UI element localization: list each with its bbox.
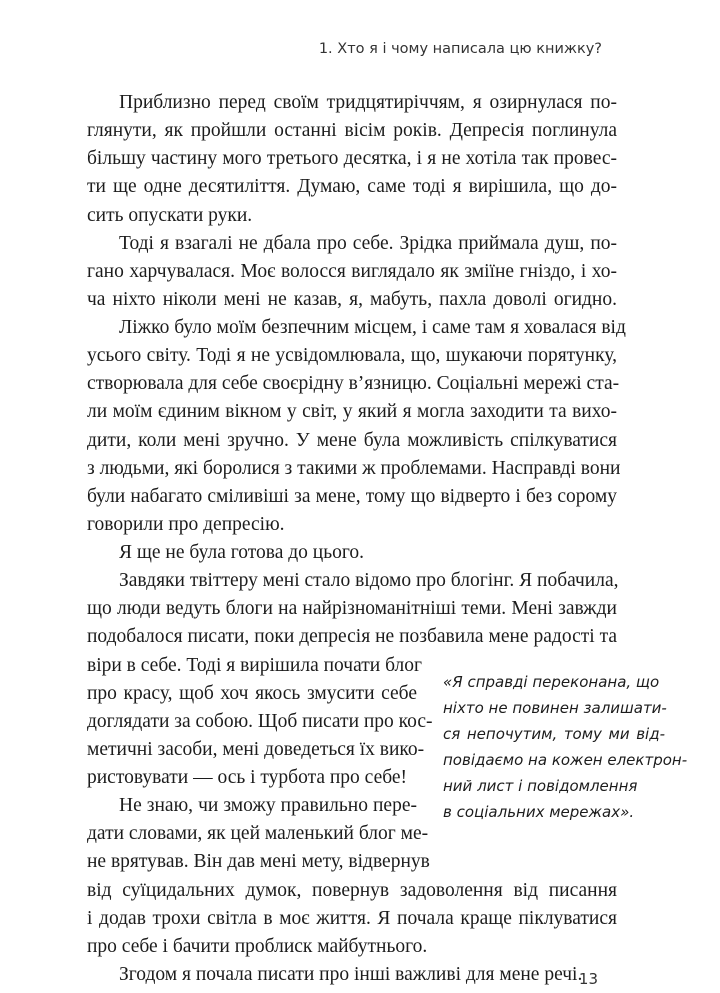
pull-quote-line: ся непочутим, тому ми від- <box>443 724 665 743</box>
text-line: говорили про депресію. <box>87 513 285 535</box>
text-line: Не знаю, чи зможу правильно пере- <box>119 795 417 817</box>
running-head: 1. Хто я і чому написала цю книжку? <box>318 41 602 57</box>
pull-quote-line: ний лист і повідомлення <box>443 776 638 795</box>
text-line: дати словами, як цей маленький блог ме- <box>87 823 429 845</box>
pull-quote-line: повідаємо на кожен електрон- <box>443 750 688 769</box>
text-line: дити, коли мені зручно. У мене була можливість спілкуватися <box>87 429 617 451</box>
text-line: Я ще не була готова до цього. <box>119 542 364 564</box>
text-line: про себе і бачити проблиск майбутнього. <box>87 935 428 957</box>
text-line: глянути, як пройшли останні вісім років. Депресія поглинула <box>87 120 617 142</box>
text-line: Згодом я почала писати про інші важливі для мене речі. <box>119 964 583 985</box>
pull-quote-line: «Я справді переконана, що <box>443 672 660 691</box>
text-line: і додав трохи світла в моє життя. Я почала краще піклуватися <box>87 907 617 929</box>
text-line: ристовувати — ось і турбота про себе! <box>87 767 408 789</box>
text-line: що люди ведуть блоги на найрізноманітніші теми. Мені завжди <box>87 598 617 620</box>
page-number: 13 <box>578 970 598 988</box>
text-line: віри в себе. Тоді я вирішила почати блог <box>87 654 422 676</box>
pull-quote-line: ніхто не повинен залишати- <box>443 698 667 717</box>
pull-quote-line: в соціальних мережах». <box>443 802 635 821</box>
text-line: Тоді я взагалі не дбала про себе. Зрідка приймала душ, по- <box>119 232 617 254</box>
text-line: про красу, щоб хоч якось змусити себе <box>87 682 417 704</box>
text-line: метичні засоби, мені доведеться їх вико- <box>87 738 425 760</box>
text-line: не врятував. Він дав мені мету, відвернув <box>87 851 430 873</box>
text-line: більшу частину мого третього десятка, і я не хотіла так провес- <box>87 148 617 170</box>
text-line: ча ніхто ніколи мені не казав, я, мабуть, пахла доволі огидно. <box>87 288 617 310</box>
text-line: доглядати за собою. Щоб писати про кос- <box>87 710 433 732</box>
text-line: усього світу. Тоді я не усвідомлювала, що, шукаючи порятунку, <box>87 345 617 367</box>
text-line: Завдяки твіттеру мені стало відомо про блогінг. Я побачила, <box>119 570 619 592</box>
text-line: Ліжко було моїм безпечним місцем, і саме там я ховалася від <box>119 317 626 339</box>
text-line: гано харчувалася. Моє волосся виглядало як зміїне гніздо, і хо- <box>87 260 617 282</box>
text-line: сить опускати руки. <box>87 204 253 226</box>
text-line: Приблизно перед своїм тридцятиріччям, я озирнулася по- <box>119 92 617 113</box>
text-line: з людьми, які боролися з такими ж проблемами. Насправді вони <box>87 457 621 479</box>
text-line: від суїцидальних думок, повернув задоволення від писання <box>87 879 617 901</box>
text-line: створювала для себе своєрідну в’язницю. Соціальні мережі ста- <box>87 373 620 395</box>
text-line: ти ще одне десятиліття. Думаю, саме тоді я вирішила, що до- <box>87 176 617 198</box>
text-line: ли моїм єдиним вікном у світ, у який я могла заходити та вихо- <box>87 401 617 423</box>
text-line: подобалося писати, поки депресія не позбавила мене радості та <box>87 626 617 648</box>
text-line: були набагато сміливіші за мене, тому що відверто і без сорому <box>87 485 617 507</box>
